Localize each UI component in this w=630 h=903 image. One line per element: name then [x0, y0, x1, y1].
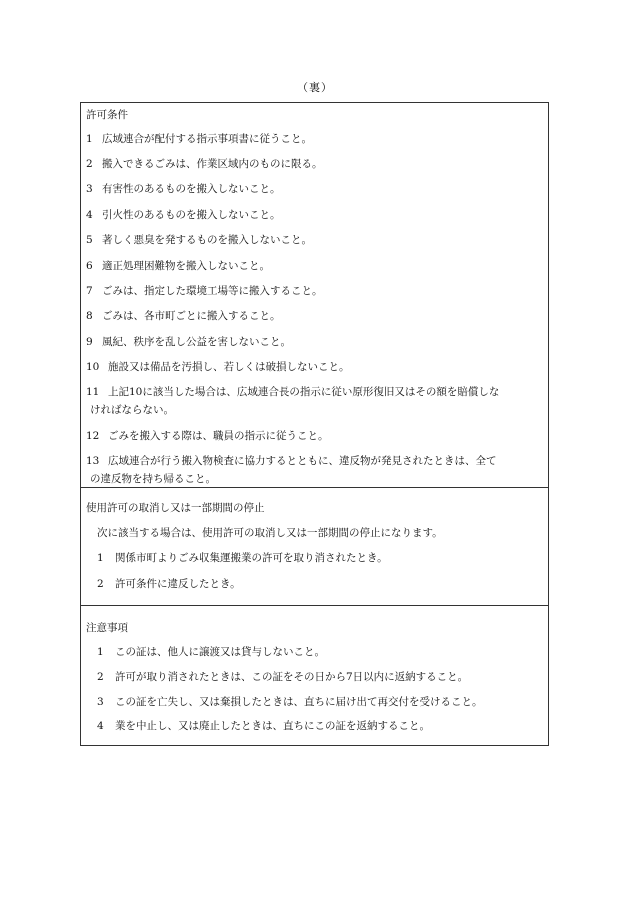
item-text: 引火性のあるものを搬入しないこと。: [102, 209, 281, 221]
item-text: ごみは、指定した環境工場等に搬入すること。: [102, 285, 323, 297]
item-text: この証は、他人に譲渡又は貸与しないこと。: [115, 646, 325, 658]
item-number: 13: [86, 455, 100, 467]
item-text: 著しく悪臭を発するものを搬入しないこと。: [102, 234, 312, 246]
condition-item: [86, 428, 329, 444]
condition-item-continuation: の違反物を持ち帰ること。: [90, 473, 216, 485]
item-number: 5: [86, 234, 93, 246]
item-number: 1: [86, 133, 93, 145]
condition-item: [86, 334, 291, 350]
revocation-item: [97, 576, 241, 592]
item-text: この証を亡失し、又は棄損したときは、直ちに届け出て再交付を受けること。: [115, 696, 483, 708]
item-text: ごみを搬入する際は、職員の指示に従うこと。: [108, 430, 329, 442]
item-number: 2: [97, 671, 104, 683]
condition-item: [86, 359, 350, 375]
condition-item: [86, 283, 323, 299]
item-number: 7: [86, 285, 93, 297]
condition-item: [86, 207, 281, 223]
condition-item: [86, 156, 323, 172]
item-text: 許可が取り消されたときは、この証をその日から7日以内に返納すること。: [115, 671, 469, 683]
item-number: 12: [86, 430, 100, 442]
item-number: 10: [86, 361, 100, 373]
item-text: 適正処理困難物を搬入しないこと。: [102, 260, 270, 272]
condition-item: [86, 232, 312, 248]
item-number: 2: [86, 158, 93, 170]
note-item: [97, 644, 325, 660]
item-number: 6: [86, 260, 93, 272]
item-number: 8: [86, 310, 93, 322]
item-number: 11: [86, 386, 100, 398]
item-text: 関係市町よりごみ収集運搬業の許可を取り消されたとき。: [115, 552, 388, 564]
condition-item: [86, 181, 281, 197]
section-title: 注意事項: [86, 622, 128, 634]
page-header: （裏）: [297, 81, 333, 94]
item-number: 4: [86, 209, 93, 221]
item-text: ごみは、各市町ごとに搬入すること。: [102, 310, 281, 322]
condition-item: [86, 308, 281, 324]
revocation-section: [80, 488, 549, 606]
condition-item: [86, 258, 270, 274]
note-item: [97, 669, 468, 685]
condition-item: [86, 131, 312, 147]
condition-item-continuation: ければならない。: [90, 404, 174, 416]
item-text: 搬入できるごみは、作業区域内のものに限る。: [102, 158, 323, 170]
item-text: 業を中止し、又は廃止したときは、直ちにこの証を返納すること。: [115, 720, 430, 732]
item-text: 上記10に該当した場合は、広域連合長の指示に従い原形復旧又はその額を賠償しな: [108, 386, 500, 398]
condition-item: [86, 384, 499, 400]
item-number: 1: [97, 552, 104, 564]
revocation-intro: 次に該当する場合は、使用許可の取消し又は一部期間の停止になります。: [97, 527, 443, 539]
revocation-item: [97, 550, 388, 566]
item-text: 風紀、秩序を乱し公益を害しないこと。: [102, 336, 291, 348]
item-number: 4: [97, 720, 104, 732]
item-text: 広域連合が行う搬入物検査に協力するとともに、違反物が発見されたときは、全て: [108, 455, 497, 467]
note-item: [97, 694, 483, 710]
condition-item: [86, 453, 497, 469]
item-text: 許可条件に違反したとき。: [115, 578, 241, 590]
permit-conditions-section: [80, 102, 549, 488]
notes-section: [80, 606, 549, 746]
section-title: 許可条件: [86, 109, 128, 121]
item-number: 2: [97, 578, 104, 590]
item-number: 1: [97, 646, 104, 658]
item-text: 施設又は備品を汚損し、若しくは破損しないこと。: [108, 361, 350, 373]
item-number: 3: [86, 183, 93, 195]
item-text: 広域連合が配付する指示事項書に従うこと。: [102, 133, 312, 145]
item-text: 有害性のあるものを搬入しないこと。: [102, 183, 281, 195]
note-item: [97, 718, 430, 734]
section-title: 使用許可の取消し又は一部期間の停止: [86, 502, 265, 514]
item-number: 9: [86, 336, 93, 348]
item-number: 3: [97, 696, 104, 708]
